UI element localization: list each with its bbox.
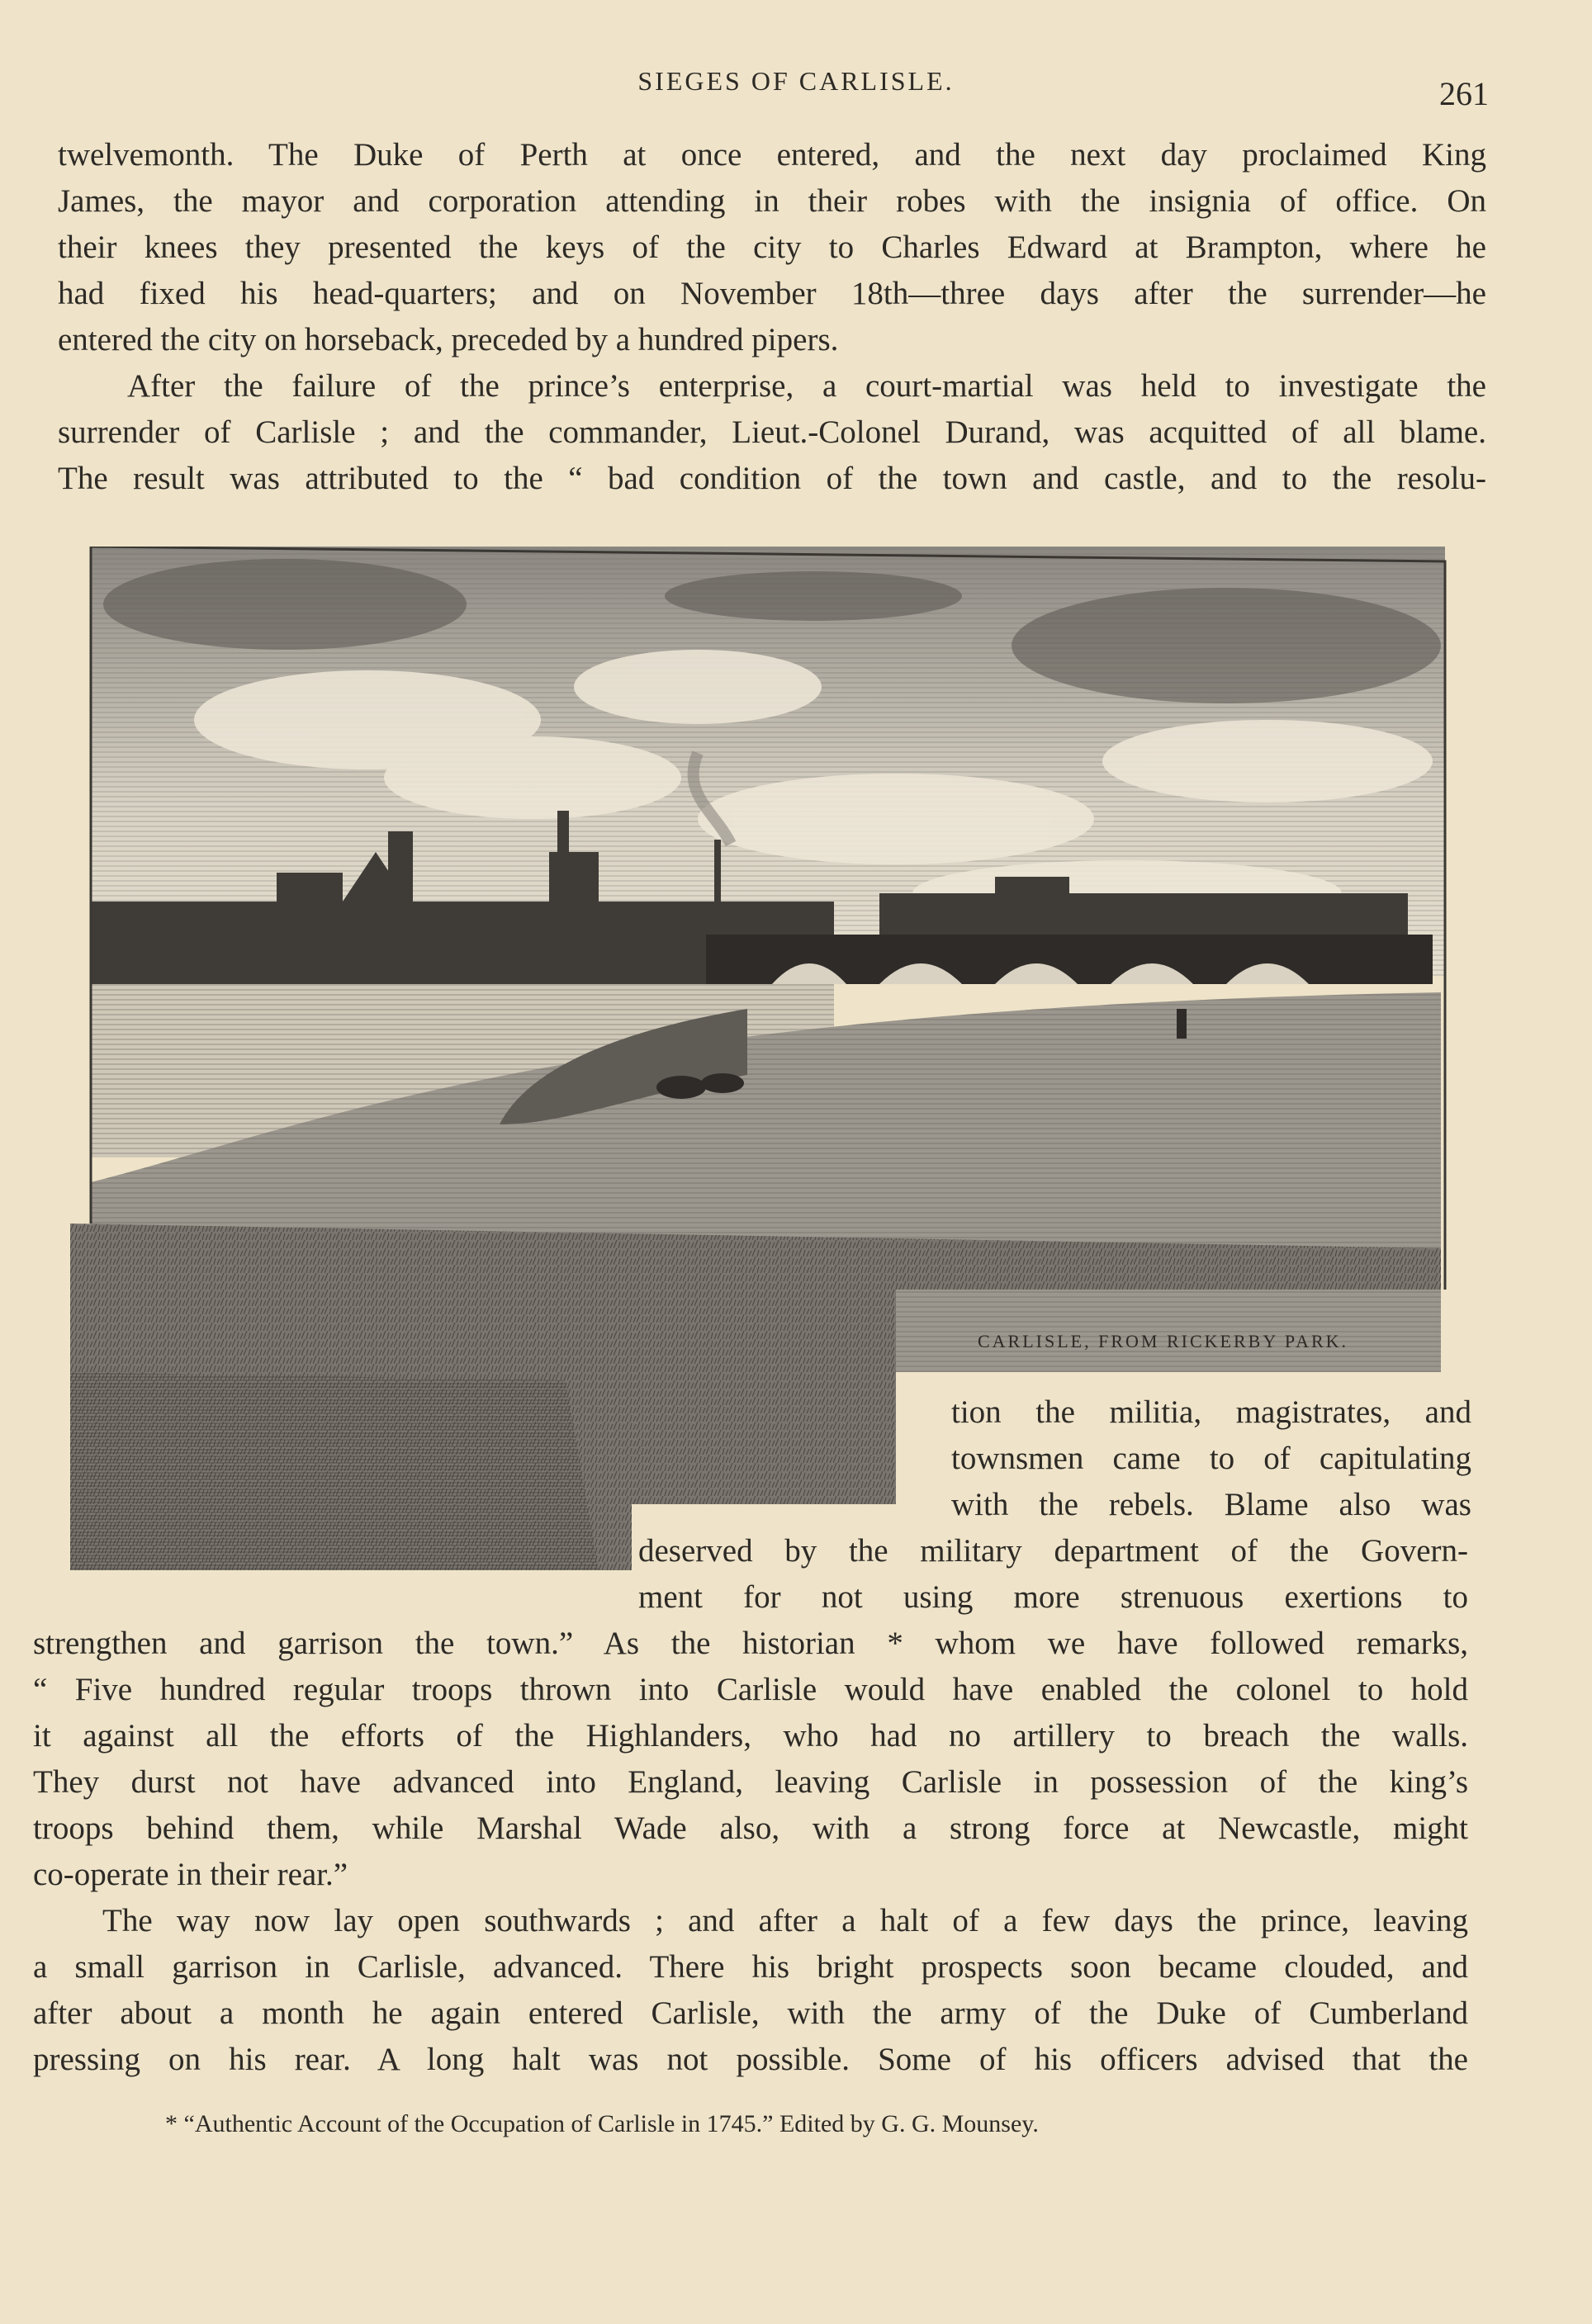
text-line: tion the militia, magistrates, and (951, 1394, 1471, 1430)
text-line: The way now lay open southwards ; and after a halt of a few days the prince, leaving (102, 1903, 1468, 1938)
text-line: “ Five hundred regular troops thrown into Carlisle would have enabled the colonel to hold (33, 1672, 1468, 1707)
page-header (0, 66, 1592, 112)
text-line: After the failure of the prince’s enterprise, a court-martial was held to investigate the (127, 368, 1486, 404)
running-title: SIEGES OF CARLISLE. (637, 66, 955, 96)
wrap-text-right (951, 1389, 1471, 1528)
text-line: They durst not have advanced into England, leaving Carlisle in possession of the king’s (33, 1764, 1468, 1800)
text-line: pressing on his rear. A long halt was not possible. Some of his officers advised that the (33, 2042, 1468, 2077)
text-line: The result was attributed to the “ bad condition of the town and castle, and to the resolu- (58, 461, 1486, 496)
text-line: after about a month he again entered Carlisle, with the army of the Duke of Cumberland (33, 1995, 1468, 2031)
text-line: with the rebels. Blame also was (951, 1487, 1471, 1522)
text-line: twelvemonth. The Duke of Perth at once entered, and the next day proclaimed King (58, 137, 1486, 173)
body-text-top (58, 132, 1486, 502)
body-text-bottom (33, 1621, 1468, 2083)
footnote: * “Authentic Account of the Occupation of Carlisle in 1745.” Edited by G. G. Mounsey. (165, 2110, 1039, 2137)
text-line: strengthen and garrison the town.” As the historian * whom we have followed remarks, (33, 1626, 1468, 1661)
text-line: ment for not using more strenuous exertions to (638, 1579, 1468, 1615)
text-line: townsmen came to of capitulating (951, 1441, 1471, 1476)
text-line: co-operate in their rear.” (33, 1857, 348, 1892)
text-line: entered the city on horseback, preceded by a hundred pipers. (58, 322, 839, 357)
page-number: 261 (1439, 75, 1489, 112)
text-line: a small garrison in Carlisle, advanced. There his bright prospects soon became clouded, and (33, 1949, 1468, 1985)
text-line: troops behind them, while Marshal Wade also, with a strong force at Newcastle, might (33, 1810, 1468, 1846)
text-line: had fixed his head-quarters; and on November 18th—three days after the surrender—he (58, 276, 1486, 311)
text-line: it against all the efforts of the Highlanders, who had no artillery to breach the walls. (33, 1718, 1468, 1754)
text-line: James, the mayor and corporation attending in their robes with the insignia of office. On (58, 183, 1486, 219)
figure-caption: CARLISLE, FROM RICKERBY PARK. (978, 1331, 1349, 1351)
text-line: their knees they presented the keys of the city to Charles Edward at Brampton, where he (58, 230, 1486, 265)
text-line: surrender of Carlisle ; and the commander, Lieut.-Colonel Durand, was acquitted of all blame. (58, 414, 1486, 450)
text-line: deserved by the military department of the Govern- (638, 1533, 1468, 1569)
wrap-text-mid (638, 1528, 1468, 1621)
